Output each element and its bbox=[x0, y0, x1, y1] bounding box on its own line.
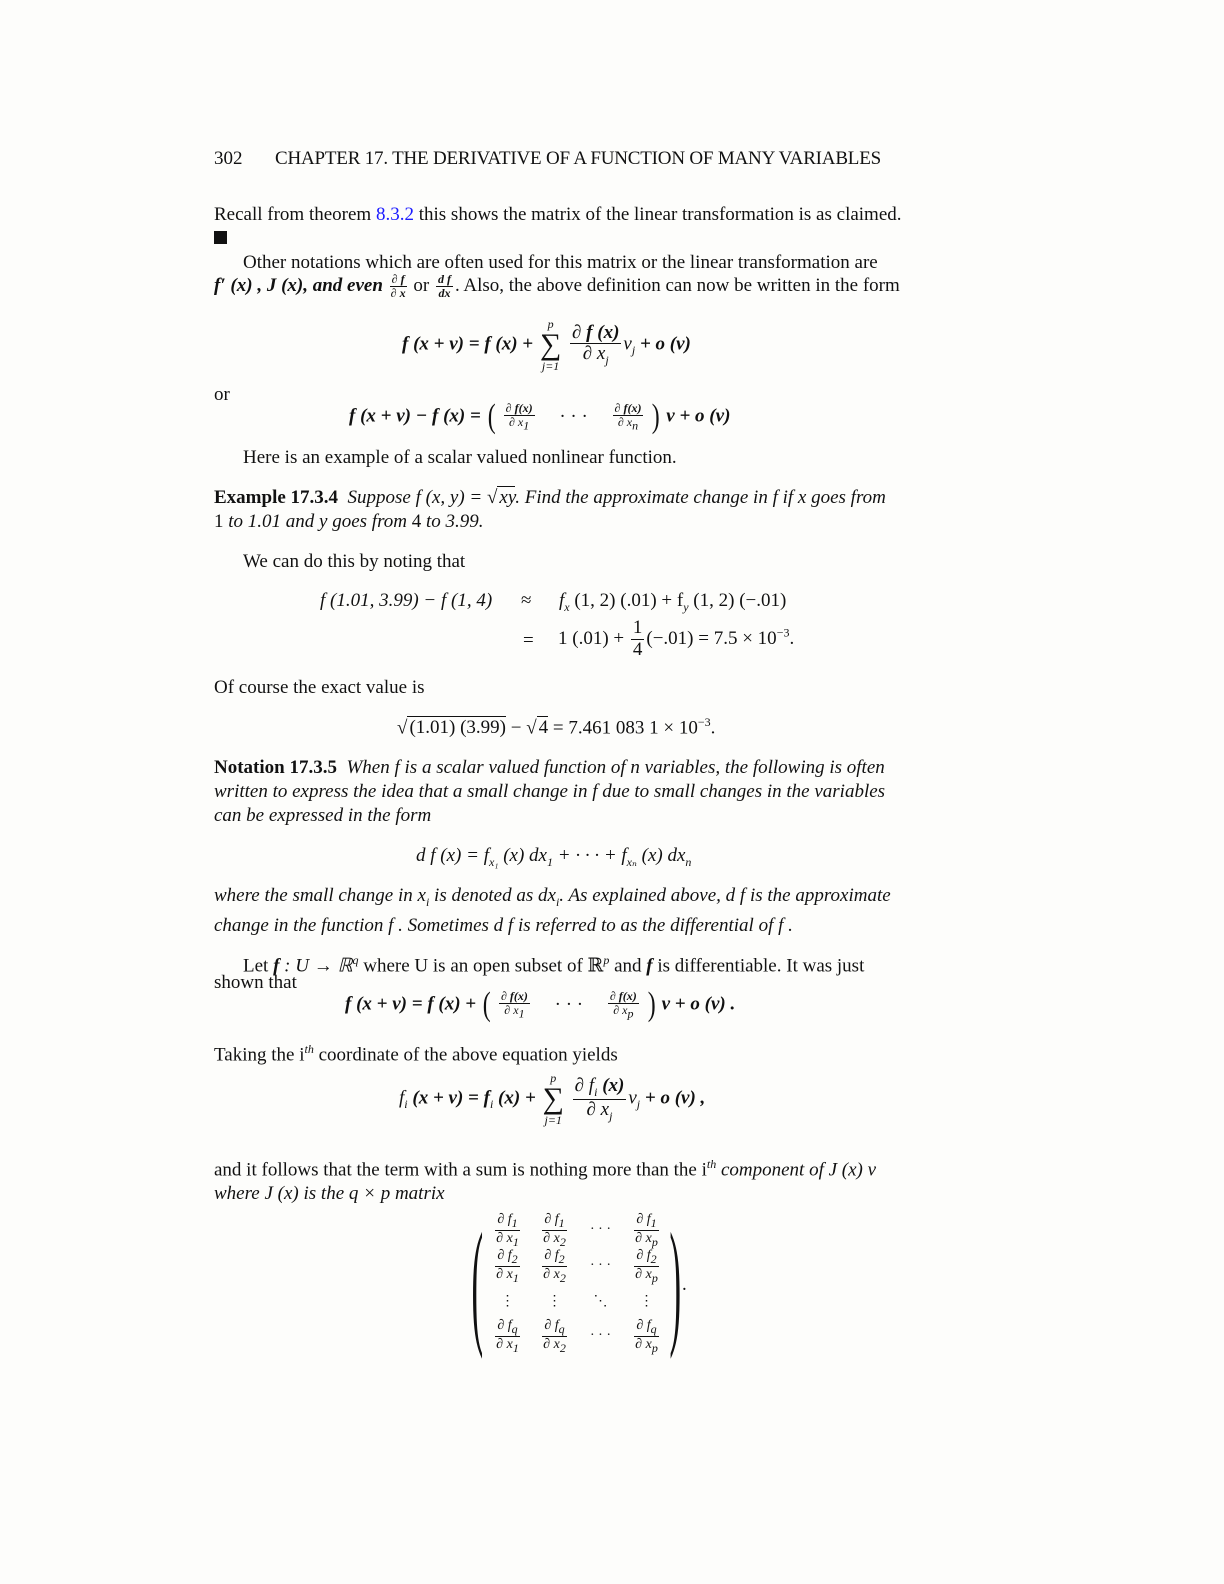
partial-f-fraction: $\frac{\partial f}{\partial x}$ bbox=[390, 272, 406, 301]
paragraph-recall: Recall from theorem 8.3.2 this shows the matrix of the linear transformation is as claimed. bbox=[214, 203, 927, 251]
matrix-entry: $\frac{\partial f_q}{\partial x_1}$ bbox=[496, 1317, 519, 1355]
paragraph-exact: Of course the exact value is bbox=[214, 677, 425, 698]
theorem-link[interactable]: 8.3.2 bbox=[375, 204, 414, 225]
summation-sign: p ∑ j=1 bbox=[542, 1071, 564, 1127]
matrix-grid bbox=[484, 1212, 670, 1354]
chapter-title: CHAPTER 17. THE DERIVATIVE OF A FUNCTION OF MANY VARIABLES bbox=[275, 148, 881, 169]
summation-sign: p ∑ j=1 bbox=[539, 317, 562, 373]
or-label: or bbox=[214, 384, 230, 405]
equation-taylor-sum: f (x + v) = f (x) + p ∑ j=1 $\frac{\partial f (x)}{\partial x_j}$ $v_j + o$ (v) bbox=[402, 317, 691, 373]
paragraph-example-intro: Here is an example of a scalar valued nonlinear function. bbox=[243, 447, 677, 468]
matrix-entry: $\frac{\partial f_q}{\partial x_p}$ bbox=[635, 1317, 658, 1355]
matrix-entry: ⋮ bbox=[500, 1293, 515, 1309]
matrix-trailing-period: . bbox=[682, 1274, 687, 1295]
paragraph-jacobian: and it follows that the term with a sum is nothing more than the $i^{th}$ component of J (x) v where J (x) is the q × p matrix bbox=[214, 1157, 877, 1205]
notation-17-3-5: Notation 17.3.5 When f is a scalar valued function of n variables, the following is often written to express the idea that a small change in f due to small changes in the variables can be expressed in the form bbox=[214, 757, 886, 826]
approx-relation: ≈ bbox=[521, 590, 532, 611]
paragraph-let-f: Let f : U → ℝ$^q$ where U is an open subset of ℝ$^p$ and f is differentiable. It was just bbox=[243, 953, 865, 977]
jacobian-matrix bbox=[462, 1205, 687, 1360]
example-17-3-4: Example 17.3.4 Suppose f (x, y) = √ xy. Find the approximate change in f if x goes from 1 to 1.01 and y goes from 4 to 3.99. bbox=[214, 487, 886, 532]
paragraph-notations: Other notations which are often used for this matrix or the linear transformation are bbox=[243, 252, 878, 273]
matrix-entry: $\frac{\partial f_q}{\partial x_2}$ bbox=[543, 1317, 566, 1355]
matrix-entry: ⋮ bbox=[639, 1293, 654, 1309]
equation-row-vector: f (x + v) − f (x) = ( $\frac{\partial f(x)}{\partial x_1}$ · · · $\frac{\partial f(x)}{\partial x_n}$ ) v + o (v) bbox=[349, 398, 731, 435]
matrix-entry: · · · bbox=[590, 1258, 611, 1273]
paragraph-notations-line2: f′ (x) , J (x), and even $\frac{\partial f}{\partial x}$ or $\frac{\text{d f}}{dx}$ . Also, the above definition can now be written in the form bbox=[214, 272, 900, 301]
matrix-entry: $\frac{\partial f_1}{\partial x_p}$ bbox=[635, 1211, 658, 1249]
notation-explanation: where the small change in $x_i$ is denoted as $dx_i$. As explained above, d f is the approximate change in the function f . Sometimes d f is referred to as the differential of f . bbox=[214, 885, 891, 936]
matrix-entry: ⋱ bbox=[593, 1293, 608, 1309]
notation-label: Notation 17.3.5 bbox=[214, 757, 337, 778]
left-paren: ( bbox=[471, 1205, 484, 1360]
approx-row-1: f (1.01, 3.99) − f (1, 4) bbox=[320, 590, 493, 611]
matrix-entry: ⋮ bbox=[547, 1293, 562, 1309]
matrix-entry: $\frac{\partial f_2}{\partial x_p}$ bbox=[635, 1247, 658, 1285]
matrix-entry: · · · bbox=[590, 1328, 611, 1343]
equation-row-vector-p: f (x + v) = f (x) + ( $\frac{\partial f(x)}{\partial x_1}$ · · · $\frac{\partial f(x)}{\partial x_p}$ ) v + o (v) . bbox=[345, 986, 736, 1023]
equals-relation: = bbox=[523, 630, 534, 651]
page-number: 302 bbox=[214, 148, 243, 169]
matrix-entry: $\frac{\partial f_1}{\partial x_1}$ bbox=[496, 1211, 519, 1249]
paragraph-let-f-line2: shown that bbox=[214, 972, 297, 993]
matrix-entry: $\frac{\partial f_2}{\partial x_1}$ bbox=[496, 1247, 519, 1285]
differential-equation: d f $(x) = f_{x_1}$ (x) $dx_1$ + · · · + $f_{x_n}$ (x) $dx_n$ bbox=[416, 845, 692, 869]
matrix-entry: · · · bbox=[590, 1222, 611, 1237]
example-label: Example 17.3.4 bbox=[214, 487, 339, 508]
matrix-entry: $\frac{\partial f_1}{\partial x_2}$ bbox=[543, 1211, 566, 1249]
approx-row-2: 1 (.01) + $\frac{1}{4}$ $(-.01) = 7.5 \times 10^{-3}$. bbox=[558, 617, 795, 660]
equation-component: $f_i$ $(x + v) = f_i$ (x) + p ∑ j=1 $\frac{\partial f_i (x)}{\partial x_j}$ $v_j + o$ (v) , bbox=[399, 1071, 706, 1127]
exact-value-equation: √ (1.01) (3.99) − √ 4 = 7.461 083 $1 \times 10^{-3}$. bbox=[397, 715, 716, 739]
paragraph-noting: We can do this by noting that bbox=[243, 551, 466, 572]
df-dx-fraction: $\frac{\text{d f}}{dx}$ bbox=[437, 272, 451, 301]
qed-square-icon bbox=[214, 231, 227, 244]
paragraph-ith-coordinate: Taking the $i^{th}$ coordinate of the above equation yields bbox=[214, 1042, 618, 1066]
right-paren: ) bbox=[669, 1205, 682, 1360]
approx-row-1-rhs: $f_x$ (1, 2) $(.01) + f_y$ (1, 2) (−.01) bbox=[559, 590, 787, 614]
matrix-entry: $\frac{\partial f_2}{\partial x_2}$ bbox=[543, 1247, 566, 1285]
